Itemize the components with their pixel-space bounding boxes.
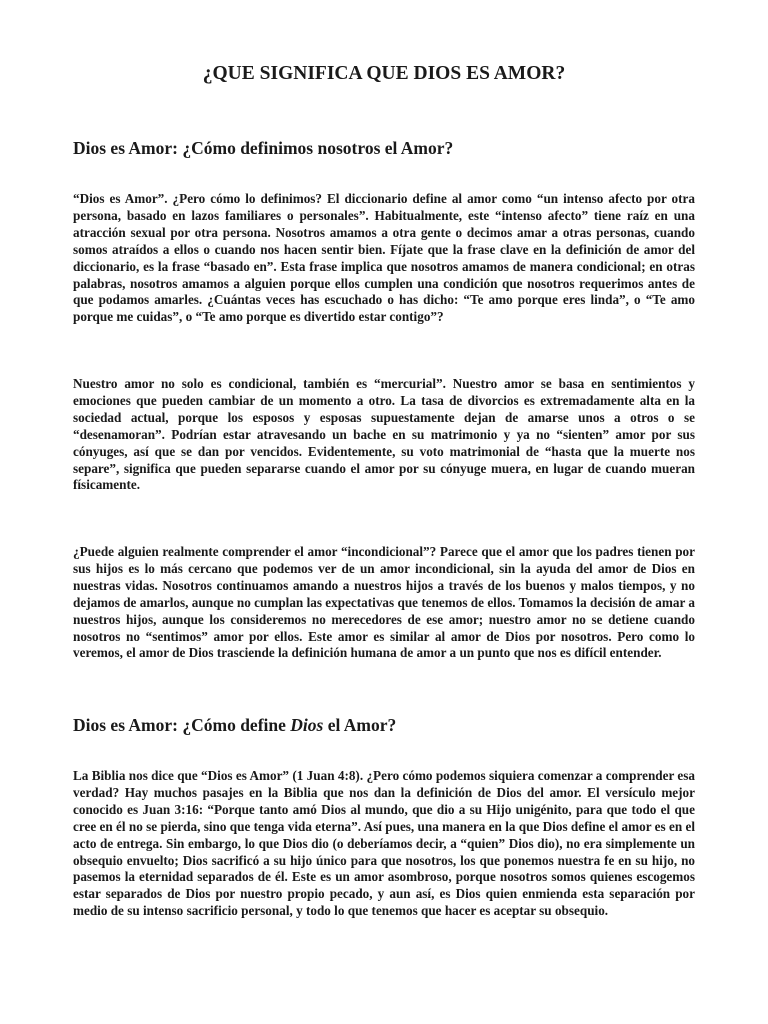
paragraph-4: La Biblia nos dice que “Dios es Amor” (1 Juan 4:8). ¿Pero cómo podemos siquiera comenzar a comprender esa verdad? Hay muchos pasajes en la Biblia que nos dan la definición de Dios del amor. El versículo mejor conocido es Juan 3:16: “Porque tanto amó Dios al mundo, que dio a su Hijo unigénito, para que todo el que cree en él no se pierda, sino que tenga vida eterna”. Así pues, una manera en la que Dios define el amor es en el acto de entrega. Sin embargo, lo que Dios dio (o deberíamos decir, a “quien” Dios dio), no era simplemente un obsequio envuelto; Dios sacrificó a su hijo único para que nosotros, los que ponemos nuestra fe en su hijo, no pasemos la eternidad separados de él. Este es un amor asombroso, porque nosotros somos quienes escogemos estar separados de Dios por nuestro propio pecado, y aun así, es Dios quien enmienda esta separación por medio de su intenso sacrificio personal, y todo lo que tenemos que hacer es aceptar su obsequio. bbox=[73, 768, 695, 919]
paragraph-3: ¿Puede alguien realmente comprender el amor “incondicional”? Parece que el amor que los padres tienen por sus hijos es lo más cercano que podemos ver de un amor incondicional, sin la ayuda del amor de Dios en nuestras vidas. Nosotros continuamos amando a nuestros hijos a través de los buenos y malos tiempos, y no dejamos de amarlos, aunque no cumplan las expectativas que tenemos de ellos. Tomamos la decisión de amar a nuestros hijos, aunque los consideremos no merecedores de ese amor; nuestro amor no se detiene cuando nosotros no “sentimos” amor por ellos. Este amor es similar al amor de Dios por nosotros. Pero como lo veremos, el amor de Dios trasciende la definición humana de amor a un punto que nos es difícil entender. bbox=[73, 544, 695, 661]
paragraph-1: “Dios es Amor”. ¿Pero cómo lo definimos? El diccionario define al amor como “un intenso afecto por otra persona, basado en lazos familiares o personales”. Habitualmente, este “intenso afecto” tiene raíz en una atracción sexual por otra persona. Nosotros amamos a otra gente o decimos amar a otras personas, cuando somos atraídos a ellos o cuando nos hacen sentir bien. Fíjate que la frase clave en la definición de amor del diccionario, es la frase “basado en”. Esta frase implica que nosotros amamos de manera condicional; en otras palabras, nosotros amamos a alguien porque ellos cumplen una condición que nosotros requerimos antes de que podamos amarles. ¿Cuántas veces has escuchado o has dicho: “Te amo porque eres linda”, o “Te amo porque me cuidas”, o “Te amo porque es divertido estar contigo”? bbox=[73, 191, 695, 325]
heading-2-prefix: Dios es Amor: ¿Cómo define bbox=[73, 715, 291, 735]
heading-2-suffix: el Amor? bbox=[323, 715, 397, 735]
section-heading-1: Dios es Amor: ¿Cómo definimos nosotros el Amor? bbox=[73, 138, 454, 158]
document-title: ¿QUE SIGNIFICA QUE DIOS ES AMOR? bbox=[202, 63, 566, 84]
section-heading-2 bbox=[73, 713, 695, 737]
heading-2-italic: Dios bbox=[290, 715, 324, 735]
paragraph-2: Nuestro amor no solo es condicional, también es “mercurial”. Nuestro amor se basa en sentimientos y emociones que pueden cambiar de un momento a otro. La tasa de divorcios es extremadamente alta en la sociedad actual, porque los esposos y esposas supuestamente dejan de amarse unos a otros o se “desenamoran”. Podrían estar atravesando un bache en su matrimonio y ya no “sienten” amor por sus cónyuges, así que se dan por vencidos. Evidentemente, su voto matrimonial de “hasta que la muerte nos separe”, significa que pueden separarse cuando el amor por su cónyuge muera, en lugar de cuando mueran físicamente. bbox=[73, 376, 695, 493]
